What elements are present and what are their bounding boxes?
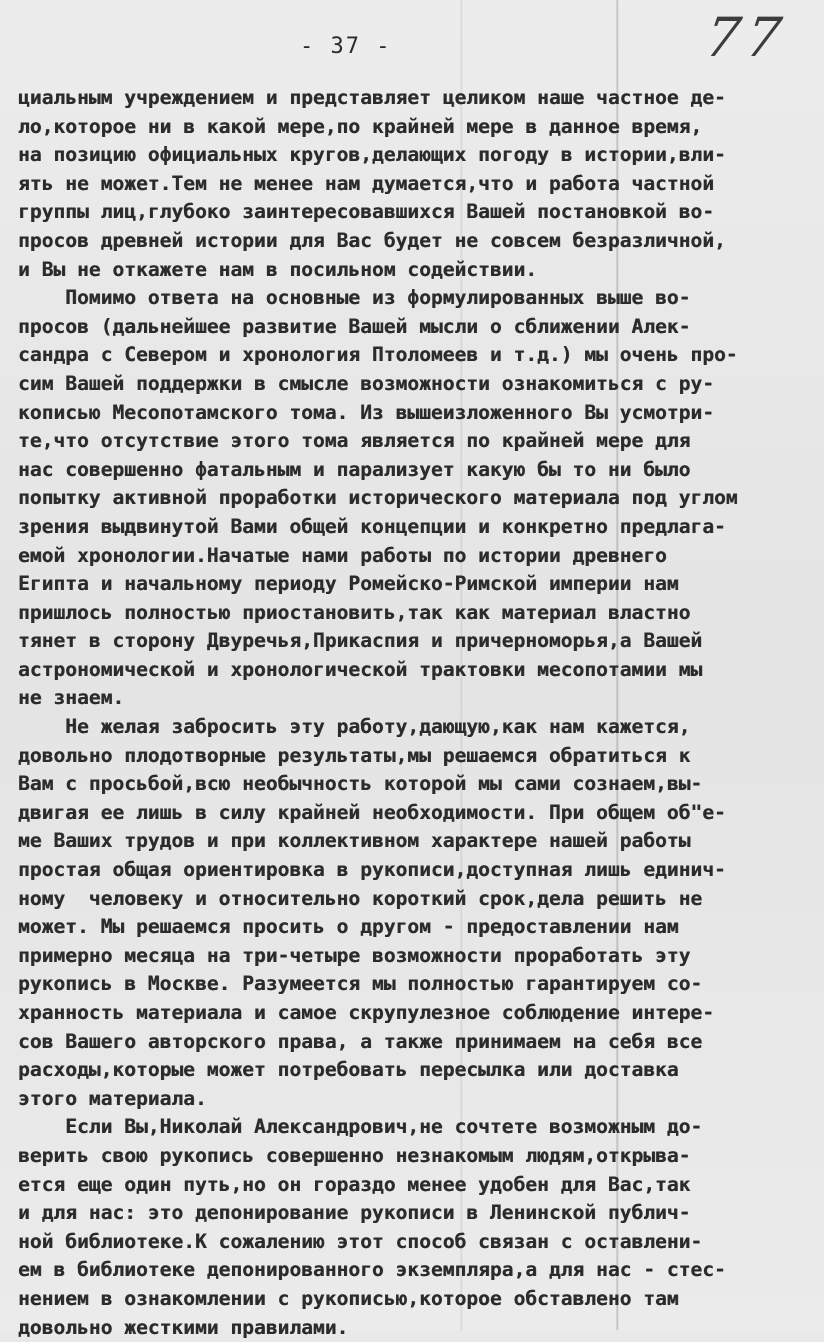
text-line: группы лиц,глубоко заинтересовавшихся Вашей постановкой во- xyxy=(18,200,714,224)
text-line: ять не может.Тем не менее нам думается,что и работа частной xyxy=(18,171,714,195)
text-line: тянет в сторону Двуречья,Прикаспия и причерноморья,а Вашей xyxy=(18,629,703,653)
text-line: просов (дальнейшее развитие Вашей мысли о сближении Алек- xyxy=(18,314,691,338)
text-line: сов Вашего авторского права, а также принимаем на себя все xyxy=(18,1029,703,1053)
page-number: - 37 - xyxy=(300,34,392,59)
text-line: ной библиотеке.К сожалению этот способ связан с оставлени- xyxy=(18,1229,703,1253)
text-line: довольно жесткими правилами. xyxy=(18,1315,349,1339)
text-line: ло,которое ни в какой мере,по крайней мере в данное время, xyxy=(18,114,703,138)
text-line: Помимо ответа на основные из формулированных выше во- xyxy=(18,286,691,310)
text-line: верить свою рукопись совершенно незнакомым людям,открыва- xyxy=(18,1143,691,1167)
text-line: Вам с просьбой,всю необычность которой мы сами сознаем,вы- xyxy=(18,772,703,796)
text-line: расходы,которые может потребовать пересылка или доставка xyxy=(18,1058,679,1082)
text-line: хранность материала и самое скрупулезное соблюдение интере- xyxy=(18,1001,714,1024)
text-line: просов древней истории для Вас будет не совсем безразличной, xyxy=(18,228,726,252)
text-line: Египта и начальному периоду Ромейско-Римской империи нам xyxy=(18,572,679,596)
text-line: нас совершенно фатальным и парализует какую бы то ни было xyxy=(18,457,691,481)
text-line: простая общая ориентировка в рукописи,доступная лишь единич- xyxy=(18,858,726,882)
text-line: и Вы не откажете нам в посильном содействии. xyxy=(18,257,538,281)
text-line: рукопись в Москве. Разумеется мы полностью гарантируем со- xyxy=(18,972,703,996)
text-line: Если Вы,Николай Александрович,не сочтете возможным до- xyxy=(18,1115,703,1139)
text-line: емой хронологии.Начатые нами работы по истории древнего xyxy=(18,543,667,567)
text-line: нением в ознакомлении с рукописью,которое обставлено там xyxy=(18,1286,679,1310)
text-line: довольно плодотворные результаты,мы решаемся обратиться к xyxy=(18,743,691,767)
text-line: ному человеку и относительно короткий срок,дела решить не xyxy=(18,886,703,910)
text-line: двигая ее лишь в силу крайней необходимости. При общем об"е- xyxy=(18,800,726,824)
text-line: попытку активной проработки исторического материала под углом xyxy=(18,486,738,510)
text-line: сандра с Севером и хронология Птоломеев и т.д.) мы очень про- xyxy=(18,343,738,367)
text-line: зрения выдвинутой Вами общей концепции и конкретно предлага- xyxy=(18,514,726,538)
letter-body xyxy=(18,84,818,1342)
text-line: астрономической и хронологической трактовки месопотамии мы xyxy=(18,657,703,681)
text-line: пришлось полностью приостановить,так как материал властно xyxy=(18,600,691,624)
text-line: Не желая забросить эту работу,дающую,как нам кажется, xyxy=(18,715,691,739)
text-line: кописью Месопотамского тома. Из вышеизложенного Вы усмотри- xyxy=(18,400,714,424)
text-line: примерно месяца на три-четыре возможности проработать эту xyxy=(18,943,691,967)
text-line: не знаем. xyxy=(18,686,125,710)
text-line: на позицию официальных кругов,делающих погоду в истории,вли- xyxy=(18,143,726,167)
text-line: сим Вашей поддержки в смысле возможности ознакомиться с ру- xyxy=(18,371,714,395)
text-line: может. Мы решаемся просить о другом - предоставлении нам xyxy=(18,915,679,939)
handwritten-archive-number: 77 xyxy=(701,6,792,69)
text-line: те,что отсутствие этого тома является по крайней мере для xyxy=(18,429,691,453)
text-line: и для нас: это депонирование рукописи в Ленинской публич- xyxy=(18,1201,691,1225)
text-line: ется еще один путь,но он гораздо менее удобен для Вас,так xyxy=(18,1172,691,1196)
text-line: циальным учреждением и представляет целиком наше частное де- xyxy=(18,86,726,109)
text-line: ме Ваших трудов и при коллективном характере нашей работы xyxy=(18,829,691,853)
text-line: этого материала. xyxy=(18,1086,207,1110)
text-line: ем в библиотеке депонированного экземпляра,а для нас - стес- xyxy=(18,1258,726,1282)
